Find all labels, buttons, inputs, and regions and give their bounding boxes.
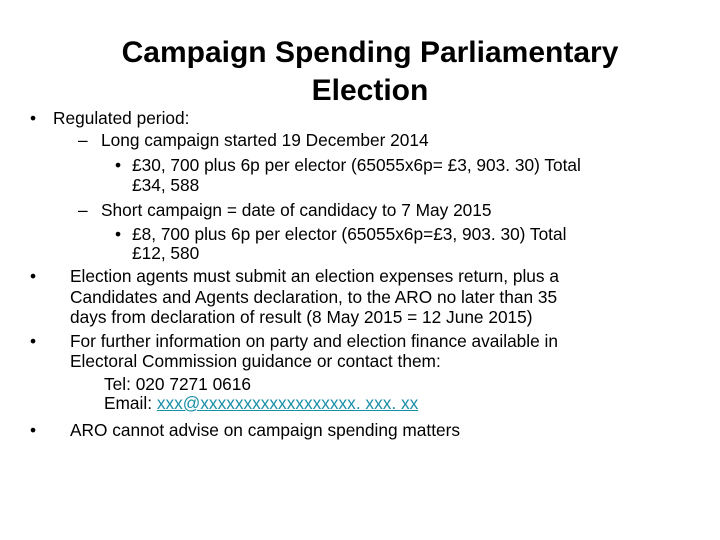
long-campaign-detail-line-1: £30, 700 plus 6p per elector (65055x6p= £3, 903. 30) Total xyxy=(132,155,581,175)
sub-bullet-short-campaign: Short campaign = date of candidacy to 7 May 2015 xyxy=(101,200,492,220)
bullet-further-info-line-1: For further information on party and election finance available in xyxy=(70,331,558,351)
slide-title-line-1: Campaign Spending Parliamentary xyxy=(121,36,619,69)
short-campaign-detail-line-2: £12, 580 xyxy=(132,243,200,263)
bullet-election-agents-line-3: days from declaration of result (8 May 2015 = 12 June 2015) xyxy=(70,307,533,327)
dash-marker: – xyxy=(78,200,88,220)
bullet-marker: • xyxy=(30,420,37,440)
contact-email xyxy=(104,393,418,413)
bullet-election-agents-line-1: Election agents must submit an election expenses return, plus a xyxy=(70,266,559,286)
slide-title-line-2: Election xyxy=(311,74,429,107)
bullet-election-agents-line-2: Candidates and Agents declaration, to the ARO no later than 35 xyxy=(70,287,558,307)
bullet-aro-advice: ARO cannot advise on campaign spending matters xyxy=(70,420,461,440)
contact-email-link[interactable]: xxx@xxxxxxxxxxxxxxxxxx. xxx. xx xyxy=(156,393,419,413)
contact-telephone: Tel: 020 7271 0616 xyxy=(104,374,252,394)
sub-bullet-long-campaign: Long campaign started 19 December 2014 xyxy=(101,130,429,150)
bullet-marker: • xyxy=(115,224,122,244)
bullet-marker: • xyxy=(30,331,37,351)
long-campaign-detail-line-2: £34, 588 xyxy=(132,175,200,195)
short-campaign-detail-line-1: £8, 700 plus 6p per elector (65055x6p=£3, 903. 30) Total xyxy=(132,224,567,244)
bullet-marker: • xyxy=(30,108,37,128)
bullet-marker: • xyxy=(30,266,37,286)
bullet-marker: • xyxy=(115,155,122,175)
bullet-regulated-period: Regulated period: xyxy=(53,108,190,128)
contact-email-label: Email: xyxy=(104,393,157,413)
bullet-further-info-line-2: Electoral Commission guidance or contact them: xyxy=(70,351,441,371)
dash-marker: – xyxy=(78,130,88,150)
